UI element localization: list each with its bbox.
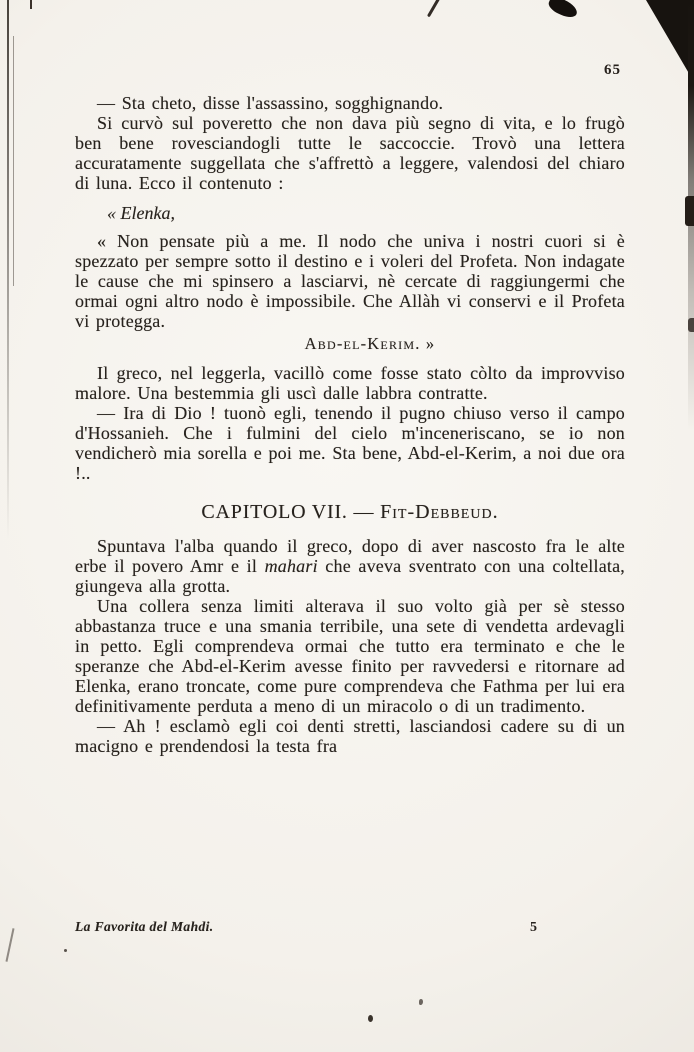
footer-signature-number: 5 (530, 920, 537, 935)
scan-artifact-left-edge (7, 0, 9, 540)
letter-signature: Abd-el-Kerim. » (304, 334, 436, 353)
footer-book-title: La Favorita del Mahdi. (75, 919, 214, 934)
dialogue-paragraph: — Ah ! esclamò egli coi denti stretti, lasciandosi cadere su di un macigno e prendendosi la testa fra (75, 716, 625, 756)
italic-term: mahari (264, 556, 318, 576)
page-footer (75, 919, 625, 936)
page-number: 65 (604, 62, 621, 78)
scan-artifact-tick (688, 318, 694, 332)
paragraph-text: Spuntava l'alba quando il greco, dopo di aver nascosto fra le alte erbe il povero Amr e il (75, 536, 625, 576)
scan-artifact-stroke (5, 928, 14, 962)
paragraph: Una collera senza limiti alterava il suo volto già per sè stesso abbastanza truce e una smania terribile, una sete di vendetta ardevagli in petto. Egli comprendeva ormai che tutto era terminato e che le speranze che Abd-el-Kerim avesse finito per ravvedersi e ritornare ad Elenka, erano troncate, come pure comprendeva che Fathma per lui era definitivamente perduta a meno di un miracolo o di un tradimento. (75, 596, 625, 716)
scan-artifact-corner (646, 0, 694, 82)
scan-artifact-right-edge (688, 0, 694, 430)
scan-artifact-speck (368, 1015, 373, 1022)
letter-body: « Non pensate più a me. Il nodo che univa i nostri cuori si è spezzato per sempre sotto il destino e i voleri del Profeta. Non indagate le cause che mi spinsero a lasciarvi, nè cercate di raggiungermi che ormai ogni altro nodo è impossibile. Che Allàh vi conservi e il Profeta vi protegga. (75, 231, 625, 331)
scan-artifact-stroke (427, 0, 440, 17)
paragraph (75, 536, 625, 596)
dialogue-paragraph: — Sta cheto, disse l'assassino, sogghignando. (97, 93, 444, 113)
scan-artifact-blob (546, 0, 580, 20)
paragraph: Si curvò sul poveretto che non dava più segno di vita, e lo frugò ben bene rovesciandogli tutte le saccoccie. Trovò una lettera accuratamente suggellata che s'affrettò a leggere, valendosi del chiaro di luna. Ecco il contenuto : (75, 113, 625, 193)
chapter-title: Fit-Debbeud. (380, 501, 499, 523)
letter-salutation: « Elenka, (107, 203, 175, 223)
scan-artifact-tick (685, 196, 694, 226)
paragraph: Il greco, nel leggerla, vacillò come fosse stato còlto da improvviso malore. Una bestemmia gli uscì dalle labbra contratte. (75, 363, 625, 403)
scan-artifact-dash (30, 0, 32, 9)
chapter-number: CAPITOLO VII. — (201, 501, 381, 523)
scan-artifact-speck (64, 949, 67, 952)
scan-artifact-speck (419, 999, 423, 1005)
scan-artifact-left-edge (13, 36, 14, 286)
paragraph-text: che aveva sventrato con una coltellata, giungeva alla grotta. (75, 556, 625, 596)
dialogue-paragraph: — Ira di Dio ! tuonò egli, tenendo il pugno chiuso verso il campo d'Hossanieh. Che i fulmini del cielo m'inceneriscano, se io non vendicherò mia sorella e poi me. Sta bene, Abd-el-Kerim, a noi due ora !.. (75, 403, 625, 483)
chapter-heading (75, 501, 625, 523)
